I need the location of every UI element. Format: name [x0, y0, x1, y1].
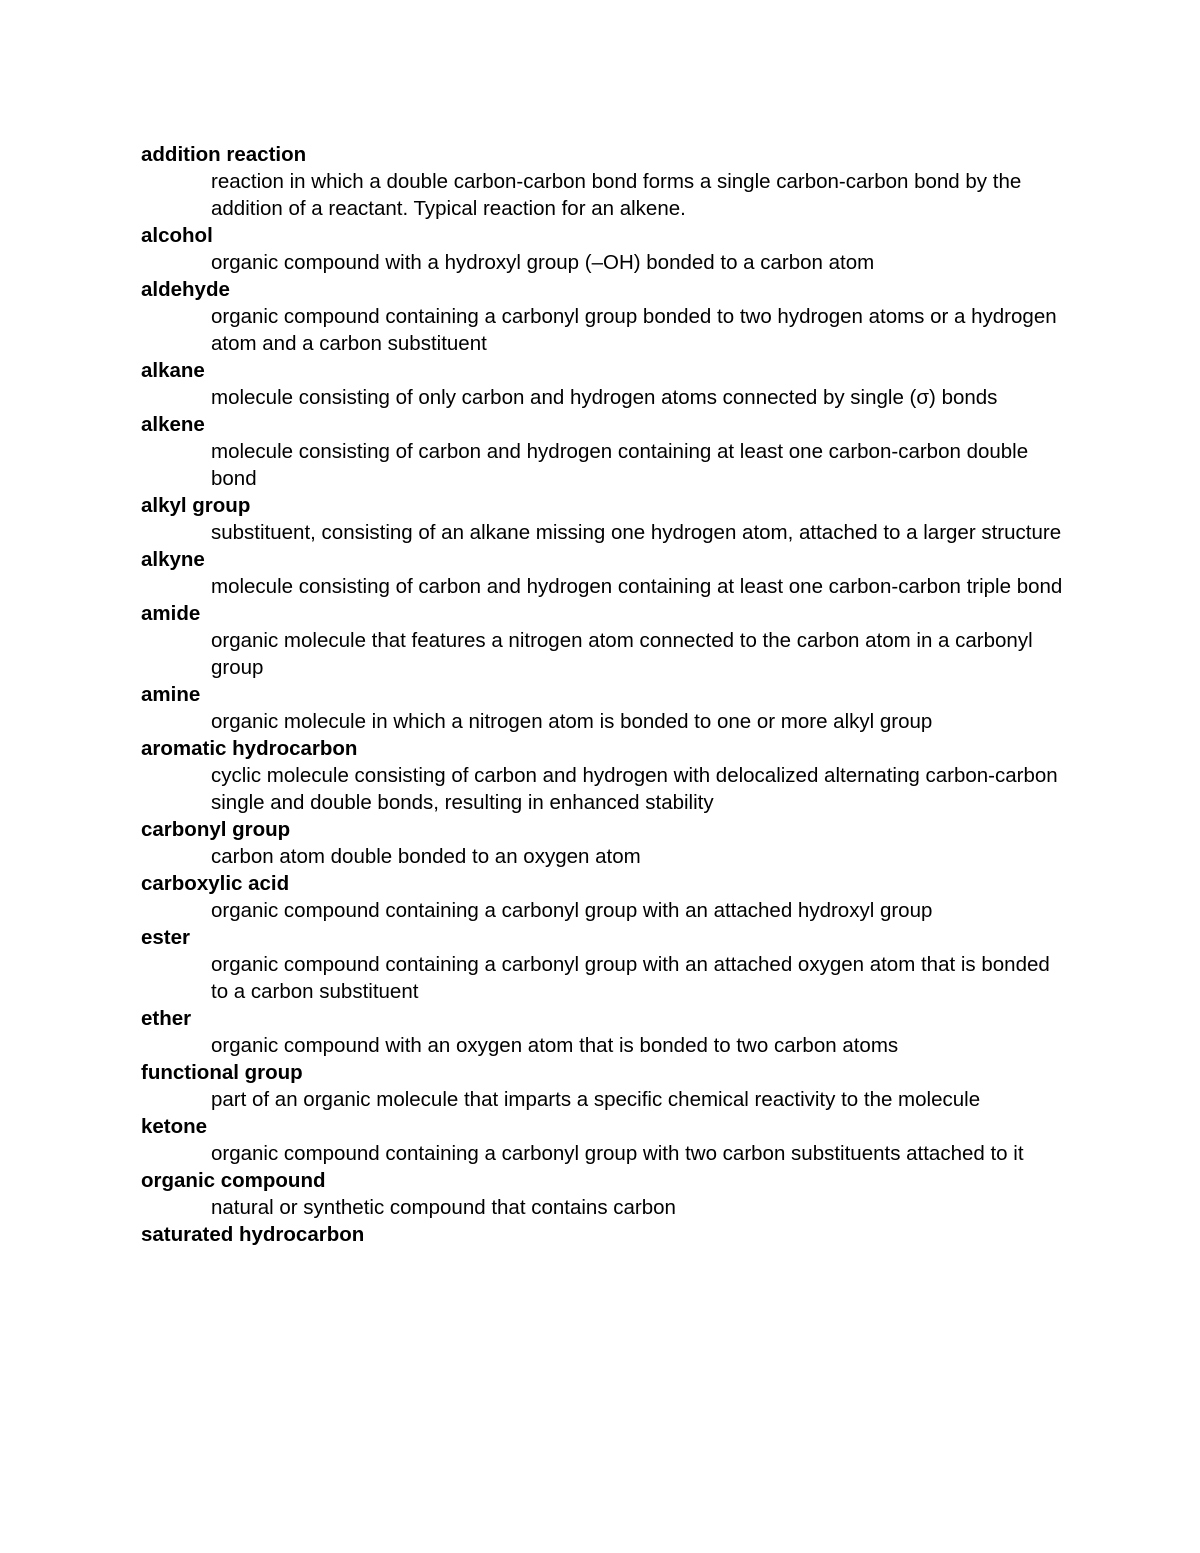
glossary-term: amine — [141, 683, 201, 706]
glossary-definition: molecule consisting of carbon and hydrogen containing at least one carbon-carbon triple bond — [211, 575, 1063, 598]
glossary-definition: organic compound containing a carbonyl group with an attached hydroxyl group — [211, 899, 933, 922]
glossary-term: alkene — [141, 413, 205, 436]
glossary-definition: part of an organic molecule that imparts a specific chemical reactivity to the molecule — [211, 1088, 981, 1111]
glossary-term: alcohol — [141, 224, 213, 247]
glossary-definition: substituent, consisting of an alkane missing one hydrogen atom, attached to a larger structure — [211, 521, 1062, 544]
glossary-definition: molecule consisting of carbon and hydrogen containing at least one carbon-carbon double bond — [211, 440, 1029, 490]
glossary-term: ether — [141, 1007, 192, 1030]
glossary-entry-aldehyde — [141, 276, 1071, 357]
glossary-definition: organic compound with an oxygen atom that is bonded to two carbon atoms — [211, 1034, 899, 1057]
glossary-term: ketone — [141, 1115, 208, 1138]
glossary-term: alkyne — [141, 548, 205, 571]
glossary-definition: natural or synthetic compound that contains carbon — [211, 1196, 676, 1219]
glossary-entry-organic-compound — [141, 1167, 1071, 1221]
glossary-entry-alkene — [141, 411, 1071, 492]
glossary-entry-amine — [141, 681, 1071, 735]
glossary-term: functional group — [141, 1061, 303, 1084]
glossary-entry-ketone — [141, 1113, 1071, 1167]
glossary-term: carbonyl group — [141, 818, 291, 841]
glossary-term: carboxylic acid — [141, 872, 290, 895]
glossary-definition: cyclic molecule consisting of carbon and hydrogen with delocalized alternating carbon-carbon single and double bonds, resulting in enhanced stability — [211, 764, 1058, 814]
glossary-term: amide — [141, 602, 201, 625]
glossary-entry-alkyl-group — [141, 492, 1071, 546]
glossary-definition: organic compound containing a carbonyl group with an attached oxygen atom that is bonded to a carbon substituent — [211, 953, 1050, 1003]
glossary-term: aldehyde — [141, 278, 230, 301]
glossary-term: organic compound — [141, 1169, 326, 1192]
glossary-entry-alcohol — [141, 222, 1071, 276]
glossary-entry-amide — [141, 600, 1071, 681]
glossary-entry-ether — [141, 1005, 1071, 1059]
glossary-definition: molecule consisting of only carbon and hydrogen atoms connected by single (σ) bonds — [211, 386, 998, 409]
glossary-page — [141, 141, 1071, 1248]
glossary-entry-alkane — [141, 357, 1071, 411]
glossary-definition: organic molecule that features a nitrogen atom connected to the carbon atom in a carbonyl group — [211, 629, 1033, 679]
glossary-entry-carboxylic-acid — [141, 870, 1071, 924]
glossary-term: alkane — [141, 359, 205, 382]
glossary-term: alkyl group — [141, 494, 251, 517]
glossary-definition: organic compound with a hydroxyl group (–OH) bonded to a carbon atom — [211, 251, 875, 274]
glossary-definition: carbon atom double bonded to an oxygen atom — [211, 845, 641, 868]
glossary-entry-aromatic-hydrocarbon — [141, 735, 1071, 816]
glossary-entry-saturated-hydrocarbon — [141, 1221, 1071, 1248]
glossary-term: saturated hydrocarbon — [141, 1223, 365, 1246]
glossary-entry-functional-group — [141, 1059, 1071, 1113]
glossary-definition: organic molecule in which a nitrogen atom is bonded to one or more alkyl group — [211, 710, 933, 733]
glossary-definition: organic compound containing a carbonyl group bonded to two hydrogen atoms or a hydrogen atom and a carbon substituent — [211, 305, 1057, 355]
glossary-definition: reaction in which a double carbon-carbon bond forms a single carbon-carbon bond by the addition of a reactant. Typical reaction for an alkene. — [211, 170, 1022, 220]
glossary-term: aromatic hydrocarbon — [141, 737, 358, 760]
glossary-entry-carbonyl-group — [141, 816, 1071, 870]
glossary-entry-ester — [141, 924, 1071, 1005]
glossary-entry-alkyne — [141, 546, 1071, 600]
glossary-entry-addition-reaction — [141, 141, 1071, 222]
glossary-term: ester — [141, 926, 191, 949]
glossary-term: addition reaction — [141, 143, 307, 166]
glossary-definition: organic compound containing a carbonyl group with two carbon substituents attached to it — [211, 1142, 1024, 1165]
